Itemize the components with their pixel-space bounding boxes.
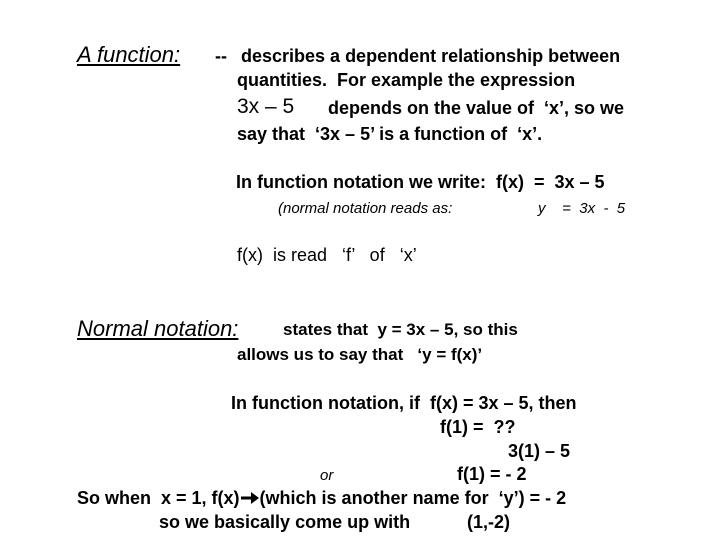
example-line-4: f(1) = - 2: [457, 464, 527, 484]
conclusion-part-a: So when x = 1, f(x): [77, 488, 240, 508]
example-line-3: 3(1) – 5: [508, 441, 571, 461]
heading-dashes: --: [215, 46, 227, 66]
function-heading: A function:: [77, 42, 181, 67]
definition-line-2: quantities. For example the expression: [237, 70, 576, 90]
normal-notation-line-1: states that y = 3x – 5, so this: [283, 320, 518, 339]
or-label: or: [320, 467, 334, 484]
example-line-2: f(1) = ??: [440, 417, 516, 437]
normal-notation-heading: Normal notation:: [77, 316, 239, 341]
definition-line-1: describes a dependent relationship between: [241, 46, 621, 66]
definition-line-4: say that ‘3x – 5’ is a function of ‘x’.: [237, 124, 543, 144]
right-arrow-icon: [240, 490, 260, 509]
example-line-1: In function notation, if f(x) = 3x – 5, then: [231, 393, 577, 413]
conclusion-part-b: (which is another name for ‘y’) = - 2: [259, 488, 567, 508]
normal-notation-line-2: allows us to say that ‘y = f(x)’: [237, 345, 483, 364]
result-point: (1,-2): [467, 512, 511, 532]
expression-3x-minus-5: 3x – 5: [237, 95, 295, 118]
conclusion-line-1: [77, 489, 566, 509]
function-notation-line: In function notation we write: f(x) = 3x – 5: [236, 172, 605, 192]
normal-notation-label: (normal notation reads as:: [278, 200, 453, 217]
read-as-line: f(x) is read ‘f’ of ‘x’: [237, 245, 417, 265]
normal-notation-expression: y = 3x - 5: [538, 200, 626, 217]
definition-line-3: depends on the value of ‘x’, so we: [328, 98, 625, 118]
conclusion-line-2: so we basically come up with: [159, 512, 411, 532]
